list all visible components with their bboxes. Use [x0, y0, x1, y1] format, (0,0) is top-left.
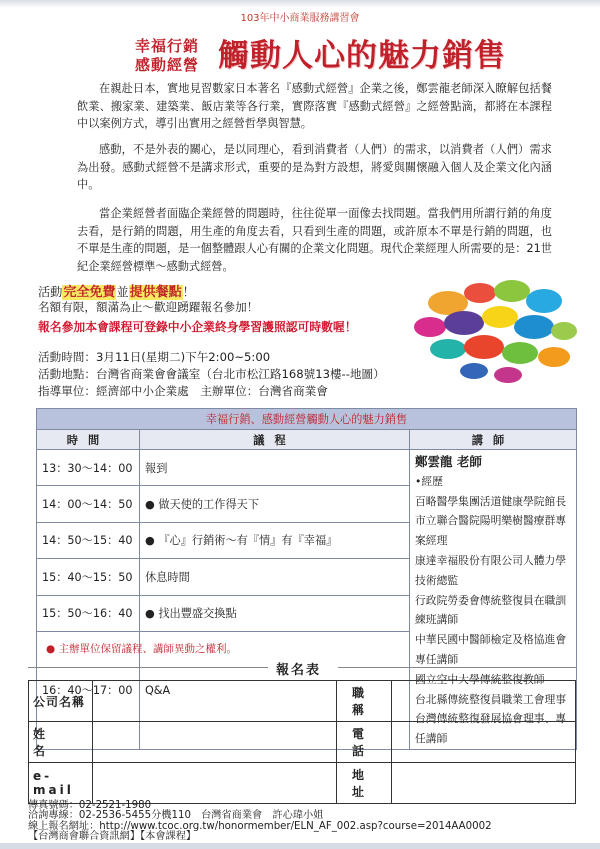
- row-time: 14：50～15：40: [37, 522, 140, 558]
- meal-highlight: 提供餐點: [129, 285, 182, 300]
- online-registration-link[interactable]: 線上報名網址：http://www.tcoc.org.tw/honormember/ELN_AF_002.asp?course=2014AA0002: [28, 820, 492, 832]
- row-time: 15：50～16：40: [37, 595, 140, 631]
- row-item: 報到: [140, 450, 410, 486]
- speaker-exp-item: 台灣傳統整復發展協會理事、專任講師: [415, 712, 567, 746]
- contact-line: 洽詢專線：02-2536-5455分機110 台灣省商業會 許心瑋小姐: [28, 810, 324, 822]
- col-speaker-header: 講師: [410, 430, 577, 450]
- bottom-band: [0, 843, 600, 849]
- row-time: 13：30～14：00: [37, 450, 140, 486]
- col-program-header: 議程: [140, 430, 410, 450]
- row-time: 15：40～15：50: [37, 559, 140, 595]
- event-time: 活動時間：3月11日(星期二)下午2:00~5:00: [38, 350, 271, 364]
- subtitle-line-1: 幸福行銷: [135, 37, 200, 55]
- address-label: 地址: [337, 763, 392, 804]
- free-notice: [38, 281, 195, 300]
- name-label: 姓名: [29, 722, 93, 763]
- form-row: [29, 681, 576, 722]
- speaker-exp-item: 中華民國中醫師檢定及格協進會專任講師: [415, 633, 567, 666]
- speaker-exp-label: •經歷: [415, 474, 443, 488]
- speaker-exp-item: 台北縣傳統整復員職業工會理事: [415, 692, 567, 706]
- intro-paragraph-2: 感動，不是外表的關心，是以同理心，看到消費者（人們）的需求，以消費者（人們）需求為出發。感動式經營不是講求形式，重要的是為對方設想，將愛與關懷融入個人及企業文化內涵中。: [77, 143, 552, 191]
- speaker-exp-item: 國立空中大學傳統整復教師: [415, 672, 545, 686]
- schedule-column-headers: [37, 430, 577, 450]
- divider-line-right: [338, 667, 576, 668]
- col-time-header: 時間: [37, 430, 140, 450]
- organizer-note: ● 主辦單位保留議程、講師異動之權利。: [46, 643, 237, 655]
- row-time: 16：40～17：00: [37, 631, 140, 749]
- row-time: 14：00～14：50: [37, 486, 140, 522]
- divider-line-left: [28, 667, 268, 668]
- top-band: [0, 0, 600, 8]
- footer-links[interactable]: 【台灣商會聯合資訊網】【本會課程】: [28, 830, 197, 842]
- schedule-title-row: [37, 409, 577, 430]
- event-organizer: 指導單位：經濟部中小企業處 主辦單位：台灣省商業會: [38, 384, 328, 398]
- row-item: ● 做天使的工作得天下: [140, 486, 410, 522]
- company-field[interactable]: [93, 681, 337, 722]
- title-label: 職稱: [337, 681, 392, 722]
- main-title: 觸動人心的魅力銷售: [218, 38, 506, 74]
- email-field[interactable]: [93, 763, 337, 804]
- row-item: Q&A: [140, 631, 410, 749]
- event-place: 活動地點：台灣省商業會會議室（台北市松江路168號13樓--地圖）: [38, 367, 385, 381]
- series-title: 103年中小商業服務講習會: [240, 13, 360, 24]
- limit-notice: 名額有限，額滿為止～歡迎踴躍報名參加！: [38, 300, 259, 314]
- speaker-exp-item: 行政院勞委會傳統整復員在職訓練班講師: [415, 593, 567, 627]
- fax-number: 傳真號碼：02-2521-1980: [28, 800, 152, 811]
- certificate-notice: 報名參加本會課程可登錄中小企業終身學習護照認可時數喔！: [38, 320, 357, 334]
- row-item: ● 找出豐盛交換點: [140, 595, 410, 631]
- table-row: [37, 450, 577, 486]
- speaker-exp-item: 市立聯合醫院陽明樂樹醫療群專案經理: [415, 514, 567, 548]
- free-suffix: ！: [182, 285, 195, 299]
- phone-label: 電話: [337, 722, 392, 763]
- email-label: e-mail: [29, 763, 93, 804]
- name-field[interactable]: [93, 722, 337, 763]
- row-item: ● 『心』行銷術～有『情』有『幸福』: [140, 522, 410, 558]
- intro-paragraph-3: 當企業經營者面臨企業經營的問題時，往往從單一面像去找問題。當我們用所謂行銷的角度去看，是行銷的問題，用生產的角度去看，只看到生產的問題，或許原本不單是行銷的問題，也不單是生產的問題，是一個整體跟人心有關的企業文化問題。現代企業經理人所需要的是：21世紀企業經營標準～感動式經營。: [77, 207, 552, 273]
- phone-field[interactable]: [392, 722, 576, 763]
- footer: [28, 801, 492, 842]
- registration-form: [28, 680, 576, 804]
- form-row: [29, 763, 576, 804]
- registration-title: 報名表: [276, 663, 322, 678]
- schedule-title: 幸福行銷、感動經營觸動人心的魅力銷售: [37, 409, 577, 430]
- address-field[interactable]: [392, 763, 576, 804]
- speaker-exp-item: 康達幸福股份有限公司人體力學技術總監: [415, 553, 567, 587]
- free-highlight: 完全免費: [63, 285, 116, 300]
- intro-paragraph-1: 在親赴日本，實地見習數家日本著名『感動式經營』企業之後，鄭雲龍老師深入瞭解包括餐飲業、搬家業、建築業、飯店業等各行業，實際落實『感動式經營』之經營點滴，都將在本課程中以案例方式，導引出實用之經營哲學與智慧。: [77, 82, 552, 130]
- speaker-name: 鄭雲龍 老師: [415, 454, 482, 469]
- speaker-exp-item: 百略醫學集團活道健康學院館長: [415, 494, 567, 508]
- company-label: 公司名稱: [29, 681, 93, 722]
- row-item: 休息時間: [140, 559, 410, 595]
- form-row: [29, 722, 576, 763]
- title-field[interactable]: [392, 681, 576, 722]
- subtitle-line-2: 感動經營: [135, 56, 200, 74]
- speech-bubbles-graphic: [408, 275, 578, 385]
- free-prefix: 活動: [38, 285, 63, 299]
- speech-bubbles-icon: [414, 280, 577, 383]
- free-conj: 並: [116, 285, 129, 299]
